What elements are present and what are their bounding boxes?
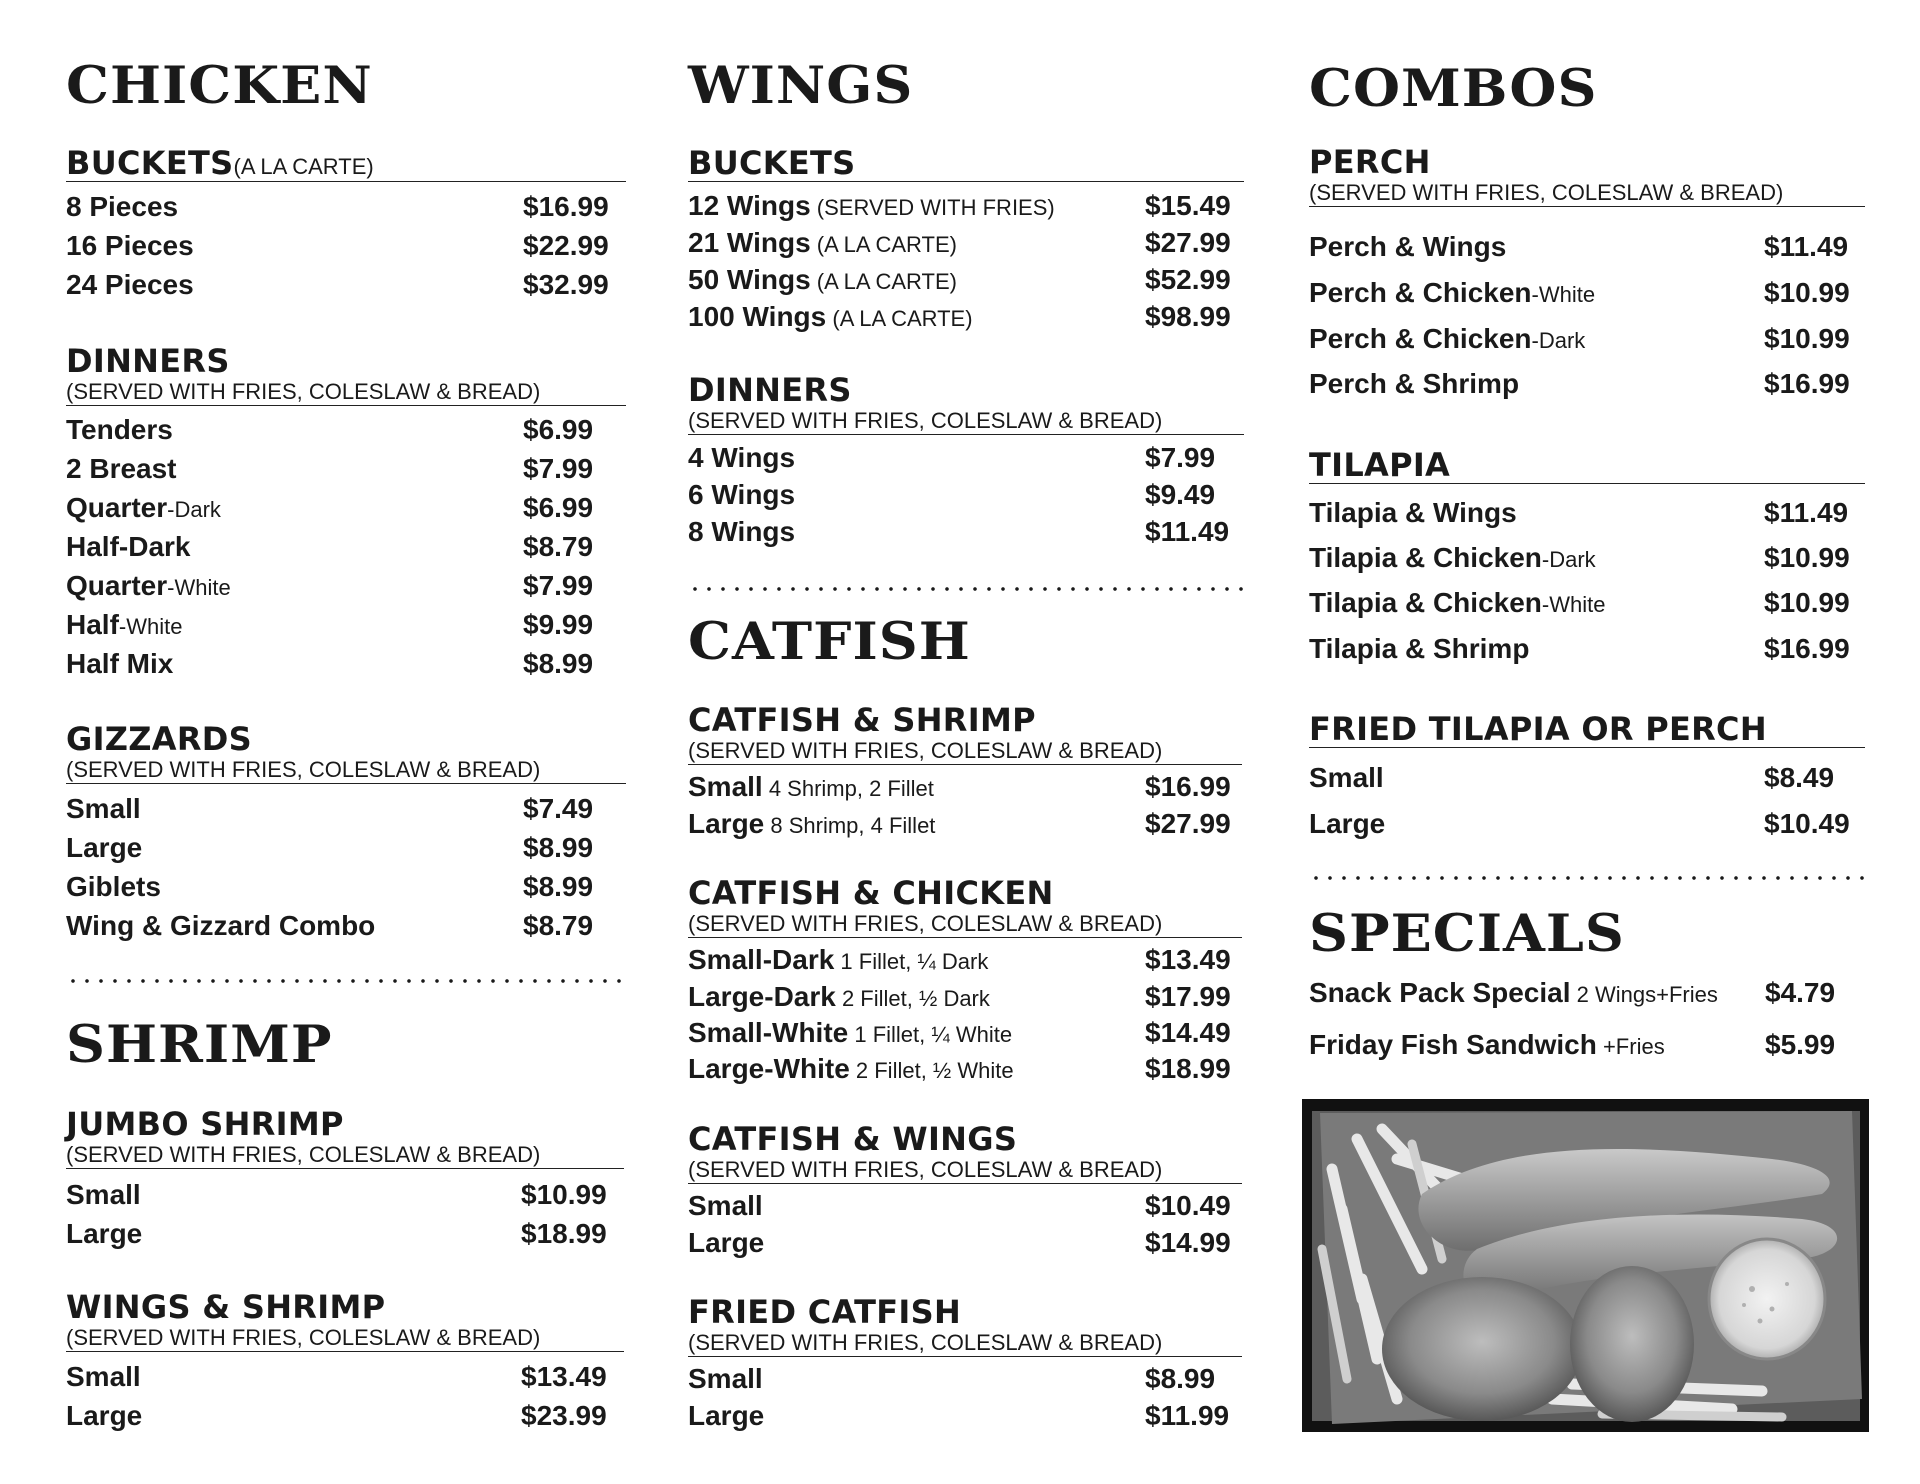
section-title: DINNERS	[66, 342, 230, 380]
section-title: CATFISH & CHICKEN	[688, 874, 1054, 912]
price: $10.99	[1764, 542, 1850, 573]
price: $6.99	[523, 414, 594, 445]
price: $6.99	[523, 492, 594, 523]
section-tilapia	[1309, 446, 1865, 484]
dotted-divider	[66, 979, 626, 983]
price: $16.99	[1764, 633, 1850, 664]
section-title: JUMBO SHRIMP	[66, 1105, 344, 1143]
price: $16.99	[523, 191, 609, 222]
price: $14.49	[1145, 1017, 1231, 1048]
section-title: BUCKETS	[688, 147, 1244, 182]
price: $9.99	[523, 609, 594, 640]
heading-chicken: CHICKEN	[66, 54, 373, 116]
price: $10.49	[1145, 1190, 1231, 1221]
section-gizzards	[66, 720, 626, 784]
section-wings-shrimp	[66, 1288, 624, 1352]
price: $32.99	[523, 269, 609, 300]
price: $16.99	[1764, 368, 1850, 399]
section-title: CATFISH & SHRIMP	[688, 701, 1036, 739]
price: $10.99	[521, 1179, 607, 1210]
section-note: (A LA CARTE)	[233, 154, 374, 179]
price: $10.49	[1764, 808, 1850, 839]
price: $52.99	[1145, 264, 1231, 295]
dotted-divider	[688, 587, 1246, 591]
section-subtitle: (SERVED WITH FRIES, COLESLAW & BREAD)	[66, 1142, 624, 1169]
dotted-divider	[1309, 876, 1873, 880]
price: $11.49	[1764, 231, 1849, 262]
section-title: WINGS & SHRIMP	[66, 1288, 386, 1326]
price: $4.79	[1765, 977, 1836, 1008]
price: $8.99	[523, 832, 594, 863]
section-wings-dinners	[688, 371, 1244, 435]
price: $15.49	[1145, 190, 1231, 221]
food-photo	[1302, 1099, 1869, 1432]
section-chicken-dinners	[66, 342, 626, 406]
section-jumbo-shrimp	[66, 1105, 624, 1169]
section-subtitle: (SERVED WITH FRIES, COLESLAW & BREAD)	[66, 1325, 624, 1352]
section-subtitle: (SERVED WITH FRIES, COLESLAW & BREAD)	[66, 757, 626, 784]
section-subtitle: (SERVED WITH FRIES, COLESLAW & BREAD)	[1309, 180, 1865, 207]
price: $7.99	[1145, 442, 1216, 473]
section-catfish-chicken	[688, 874, 1242, 938]
section-title: CATFISH & WINGS	[688, 1120, 1018, 1158]
section-title: TILAPIA	[1309, 449, 1865, 484]
heading-wings: WINGS	[688, 54, 914, 116]
price: $98.99	[1145, 301, 1231, 332]
food-photo-illustration	[1302, 1099, 1869, 1432]
price: $8.99	[523, 871, 594, 902]
section-fried-tilapia-perch	[1309, 710, 1865, 748]
price: $23.99	[521, 1400, 607, 1431]
price: $17.99	[1145, 981, 1231, 1012]
section-subtitle: (SERVED WITH FRIES, COLESLAW & BREAD)	[688, 1157, 1242, 1184]
heading-shrimp: SHRIMP	[66, 1013, 333, 1075]
price: $9.49	[1145, 479, 1216, 510]
section-title: BUCKETS(A LA CARTE)	[66, 147, 626, 182]
section-fried-catfish	[688, 1293, 1242, 1357]
section-title: FRIED TILAPIA OR PERCH	[1309, 713, 1865, 748]
price: $7.99	[523, 570, 594, 601]
price: $5.99	[1765, 1029, 1836, 1060]
section-subtitle: (SERVED WITH FRIES, COLESLAW & BREAD)	[688, 1330, 1242, 1357]
section-catfish-shrimp	[688, 701, 1242, 765]
price: $18.99	[1145, 1053, 1231, 1084]
price: $10.99	[1764, 587, 1850, 618]
price: $27.99	[1145, 227, 1231, 258]
price: $10.99	[1764, 323, 1850, 354]
section-subtitle: (SERVED WITH FRIES, COLESLAW & BREAD)	[688, 911, 1242, 938]
price: $22.99	[523, 230, 609, 261]
section-title: GIZZARDS	[66, 720, 252, 758]
section-chicken-buckets	[66, 144, 626, 182]
price: $8.99	[1145, 1363, 1216, 1394]
section-subtitle: (SERVED WITH FRIES, COLESLAW & BREAD)	[688, 738, 1242, 765]
section-title: DINNERS	[688, 371, 852, 409]
section-catfish-wings	[688, 1120, 1242, 1184]
section-perch	[1309, 143, 1865, 207]
price: $8.49	[1764, 762, 1835, 793]
heading-specials: SPECIALS	[1309, 902, 1625, 964]
price: $7.49	[523, 793, 594, 824]
price: $8.99	[523, 648, 594, 679]
price: $16.99	[1145, 771, 1231, 802]
price: $8.79	[523, 531, 594, 562]
heading-combos: COMBOS	[1309, 57, 1598, 119]
price: $11.49	[1764, 497, 1849, 528]
price: $18.99	[521, 1218, 607, 1249]
price: $11.49	[1145, 516, 1230, 547]
section-title: PERCH	[1309, 143, 1431, 181]
price: $14.99	[1145, 1227, 1231, 1258]
section-subtitle: (SERVED WITH FRIES, COLESLAW & BREAD)	[688, 408, 1244, 435]
price: $27.99	[1145, 808, 1231, 839]
price: $11.99	[1145, 1400, 1230, 1431]
price: $10.99	[1764, 277, 1850, 308]
price: $13.49	[1145, 944, 1231, 975]
section-subtitle: (SERVED WITH FRIES, COLESLAW & BREAD)	[66, 379, 626, 406]
price: $8.79	[523, 910, 594, 941]
section-title: FRIED CATFISH	[688, 1293, 962, 1331]
heading-catfish: CATFISH	[688, 610, 971, 672]
price: $7.99	[523, 453, 594, 484]
price: $13.49	[521, 1361, 607, 1392]
section-wings-buckets	[688, 144, 1244, 182]
